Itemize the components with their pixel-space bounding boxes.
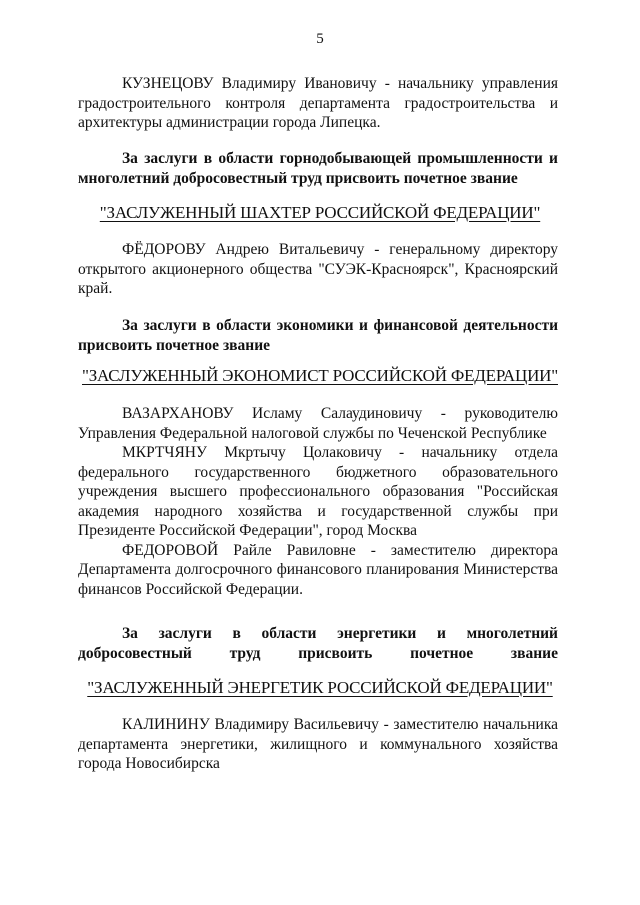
award-title-text: "ЗАСЛУЖЕННЫЙ ЭКОНОМИСТ РОССИЙСКОЙ ФЕДЕРАЦИИ" [82,366,558,385]
awardee-name: КАЛИНИНУ Владимиру Васильевичу [122,716,379,733]
award-heading [78,316,558,355]
award-heading [78,624,558,663]
awardee-paragraph [78,240,558,299]
awardee-paragraph [78,74,558,133]
awardee-paragraph [78,715,558,774]
award-title [0,366,640,386]
awardee-name: КУЗНЕЦОВУ Владимиру Ивановичу [122,75,377,92]
award-title [0,203,640,223]
award-heading [78,149,558,188]
awardee-description: - заместителю начальника департамента энергетики, жилищного и коммунального хозяйства города Новосибирска [78,716,559,772]
awardee-entry [78,240,558,299]
awardee-paragraph [78,404,558,443]
award-heading-text: За заслуги в области горнодобывающей промышленности и многолетний добросовестный труд присвоить почетное звание [78,150,558,187]
award-title-text: "ЗАСЛУЖЕННЫЙ ШАХТЕР РОССИЙСКОЙ ФЕДЕРАЦИИ" [99,203,541,222]
awardee-paragraph [78,443,558,541]
awardee-description: - начальнику управления градостроительного контроля департамента градостроительства и архитектуры администрации города Липецка. [78,75,558,131]
awardee-description: - заместителю директора Департамента долгосрочного финансового планирования Министерства финансов Российской Федерации. [78,541,558,598]
awardee-description: - руководителю Управления Федеральной налоговой службы по Чеченской Республике [78,405,558,442]
awardee-name: ФЁДОРОВУ Андрею Витальевичу [122,241,365,258]
awardee-paragraph [78,541,558,600]
award-heading-text: За заслуги в области экономики и финансовой деятельности присвоить почетное звание [78,317,558,354]
awardee-entry [78,715,558,774]
awardee-name: ВАЗАРХАНОВУ Исламу Салаудиновичу [122,405,423,422]
awardee-description: - генеральному директору открытого акционерного общества "СУЭК-Красноярск", Красноярский край. [78,241,559,297]
awardee-entry [78,74,558,133]
awardee-name: ФЕДОРОВОЙ Райле Равиловне [122,541,356,559]
awardee-list [78,404,558,599]
award-title [0,678,640,698]
page-number: 5 [316,31,324,47]
award-title-text: "ЗАСЛУЖЕННЫЙ ЭНЕРГЕТИК РОССИЙСКОЙ ФЕДЕРАЦИИ" [87,678,553,697]
award-heading-text: За заслуги в области энергетики и многолетний добросовестный труд присвоить почетное звание [78,625,558,662]
awardee-description: - начальнику отдела федерального государственного бюджетного образовательного учреждения высшего профессионального образования "Российская академия народного хозяйства и государственной службы при Президенте Российской Федерации", город Москва [78,444,558,539]
awardee-name: МКРТЧЯНУ Мкртычу Цолаковичу [122,444,382,461]
